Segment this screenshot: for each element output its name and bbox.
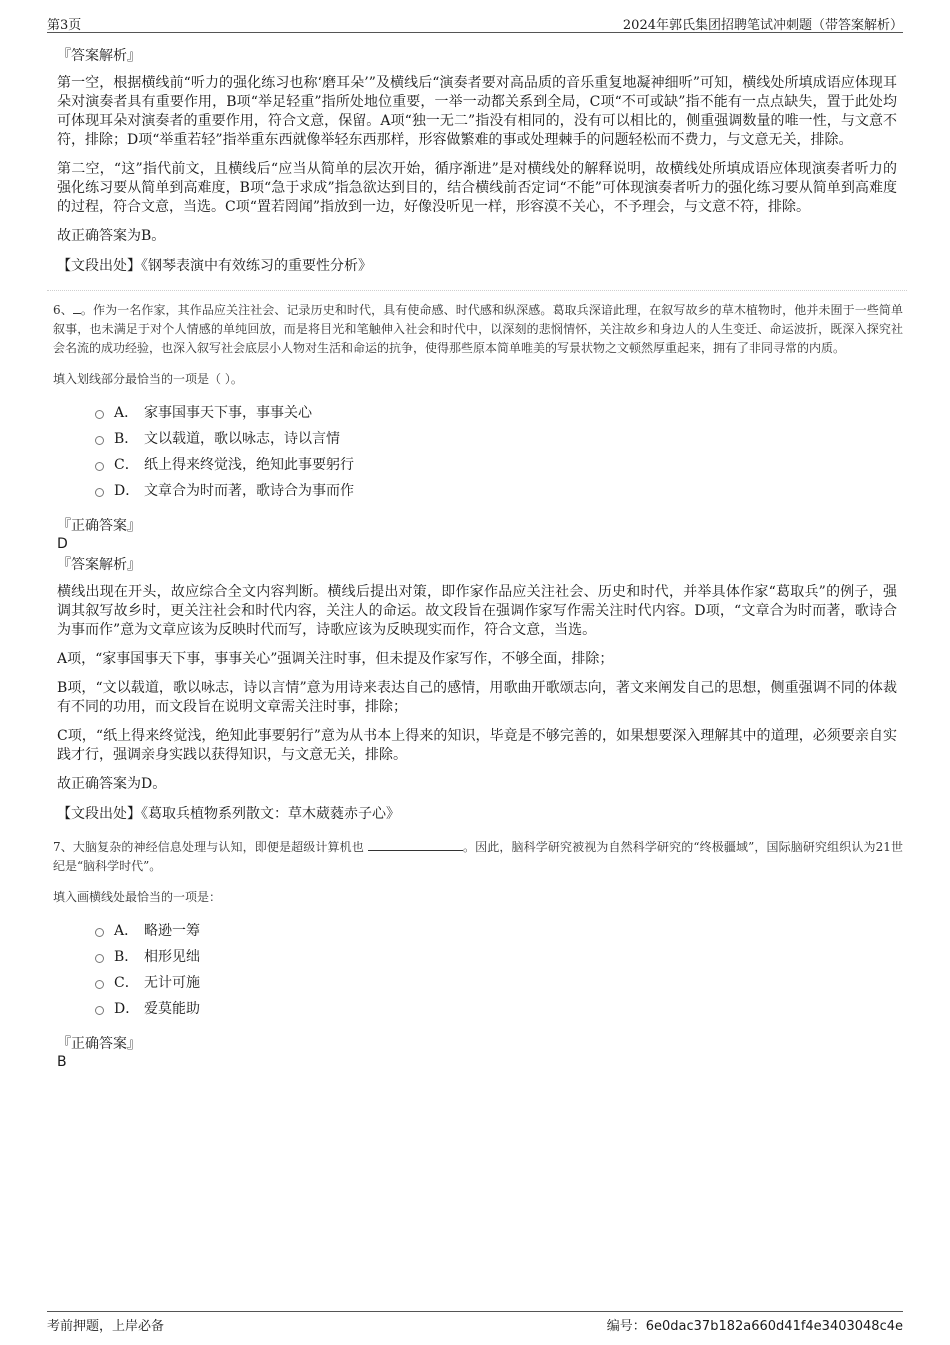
q6-options: [95, 405, 897, 509]
q6-question: [53, 301, 903, 358]
radio-icon[interactable]: [95, 954, 104, 963]
page-number: 第3页: [47, 18, 82, 33]
radio-icon[interactable]: [95, 410, 104, 419]
q5-analysis-label: 『答案解析』: [57, 48, 141, 64]
radio-icon[interactable]: [95, 462, 104, 471]
q6-answer: D: [57, 536, 68, 552]
q6-answer-label: 『正确答案』: [57, 518, 141, 534]
q7-answer: B: [57, 1054, 67, 1070]
q6-blank: [73, 301, 81, 314]
q7-answer-label: 『正确答案』: [57, 1036, 141, 1052]
q6-option-d[interactable]: D． 文章合为时而著，歌诗合为事而作: [95, 483, 897, 509]
q7-option-d[interactable]: D． 爱莫能助: [95, 1001, 897, 1027]
q6-analysis-paragraph: C项，“纸上得来终觉浅，绝知此事要躬行”意为从书本上得来的知识，毕竟是不够完善的，如果想要深入理解其中的道理，必须要亲自实践才行，强调亲身实践以获得知识，与文意无关，排除。: [57, 728, 897, 763]
page-footer: [47, 1311, 903, 1334]
q6-analysis-paragraph: A项，“家事国事天下事，事事关心”强调关注时事，但未提及作家写作，不够全面，排除；: [57, 651, 614, 667]
radio-icon[interactable]: [95, 928, 104, 937]
q6-option-c[interactable]: C． 纸上得来终觉浅，绝知此事要躬行: [95, 457, 897, 483]
radio-icon[interactable]: [95, 980, 104, 989]
q5-analysis-paragraph: 故正确答案为B。: [57, 228, 166, 244]
radio-icon[interactable]: [95, 488, 104, 497]
q6-analysis-paragraph: 横线出现在开头，故应综合全文内容判断。横线后提出对策，即作家作品应关注社会、历史和时代，并举具体作家“葛取兵”的例子，强调其叙写故乡时，更关注社会和时代内容，关注人的命运。故文段旨在强调作家写作需关注时代内容。D项，“文章合为时而著，歌诗合为事而作”意为文章应该为反映时代而写，诗歌应该为反映现实而作，符合文意，当选。: [57, 584, 897, 638]
q7-question: [53, 838, 903, 876]
document-id-label: 编号：: [606, 1319, 646, 1334]
q7-option-c[interactable]: C． 无计可施: [95, 975, 897, 1001]
q7-blank: [368, 838, 463, 851]
q6-text: 。作为一名作家，其作品应关注社会、记录历史和时代，具有使命感、时代感和纵深感。葛取兵深谙此理，在叙写故乡的草木植物时，他并未囿于一些简单叙事，也未满足于对个人情感的单纯回放，而是将目光和笔触伸入社会和时代中，以深刻的悲悯情怀，关注故乡和身边人的人生变迁、命运波折，既深入探究社会名流的成功经验，也深入叙写社会底层小人物对生活和命运的抗争，使得那些原本简单唯美的写景状物之文顿然厚重起来，拥有了非同寻常的内质。: [53, 303, 903, 355]
q5-analysis-paragraph: 第二空，“这”指代前文，且横线后“应当从简单的层次开始，循序渐进”是对横线处的解释说明，故横线处所填成语应体现演奏者听力的强化练习要从简单到高难度，B项“急于求成”指急欲达到目的，结合横线前否定词“不能”可体现演奏者听力的强化练习要从简单到高难度的过程，符合文意，当选。C项“置若罔闻”指放到一边，好像没听见一样，形容漠不关心，不予理会，与文意不符，排除。: [57, 161, 897, 215]
radio-icon[interactable]: [95, 1006, 104, 1015]
q6-prompt: 填入划线部分最恰当的一项是（ ）。: [53, 372, 243, 386]
q6-option-a[interactable]: A． 家事国事天下事，事事关心: [95, 405, 897, 431]
page-content: [53, 44, 903, 1073]
divider: [47, 290, 907, 291]
q7-option-a[interactable]: A． 略逊一筹: [95, 923, 897, 949]
q7-text-after: 。因此，脑科学研究被视为自然科学研究的“终极疆域”，国际脑研究组织认为21世纪是“脑科学时代”。: [53, 840, 903, 873]
q5-source: 【文段出处】《钢琴表演中有效练习的重要性分析》: [57, 258, 372, 274]
footer-slogan: 考前押题，上岸必备: [47, 1319, 165, 1334]
document-id-value: 6e0dac37b182a660d41f4e3403048c4e: [645, 1319, 903, 1334]
q7-number: 7、: [53, 840, 73, 854]
q7-option-b[interactable]: B． 相形见绌: [95, 949, 897, 975]
document-title: 2024年郭氏集团招聘笔试冲刺题（带答案解析）: [622, 18, 903, 33]
q7-prompt: 填入画横线处最恰当的一项是：: [53, 890, 222, 904]
q7-text-before: 大脑复杂的神经信息处理与认知，即便是超级计算机也: [72, 840, 364, 854]
page-header: [47, 12, 903, 33]
q6-number: 6、: [53, 303, 73, 317]
q6-analysis-paragraph: B项，“文以载道，歌以咏志，诗以言情”意为用诗来表达自己的感情，用歌曲开歌颂志向，著文来阐发自己的思想，侧重强调不同的体裁有不同的功用，而文段旨在说明文章需关注时事，排除；: [57, 680, 897, 715]
q6-source: 【文段出处】《葛取兵植物系列散文：草木葳蕤赤子心》: [57, 806, 400, 822]
q6-option-b[interactable]: B． 文以载道，歌以咏志，诗以言情: [95, 431, 897, 457]
q6-analysis-paragraph: 故正确答案为D。: [57, 776, 167, 792]
q5-analysis-paragraph: 第一空，根据横线前“听力的强化练习也称‘磨耳朵’”及横线后“演奏者要对高品质的音乐重复地凝神细听”可知，横线处所填成语应体现耳朵对演奏者具有重要作用，B项“举足轻重”指所处地位重要，一举一动都关系到全局，C项“不可或缺”指不能有一点点缺失，置于此处均可体现耳朵对演奏者的重要作用，符合文意，保留。A项“独一无二”指没有相同的，没有可以相比的，侧重强调数量的唯一性，与文意不符，排除；D项“举重若轻”指举重东西就像举轻东西那样，形容做繁难的事或处理棘手的问题轻松而不费力，与文意无关，排除。: [57, 75, 897, 148]
q6-analysis-label: 『答案解析』: [57, 557, 141, 573]
q7-options: [95, 923, 897, 1027]
radio-icon[interactable]: [95, 436, 104, 445]
document-id: [607, 1315, 903, 1334]
